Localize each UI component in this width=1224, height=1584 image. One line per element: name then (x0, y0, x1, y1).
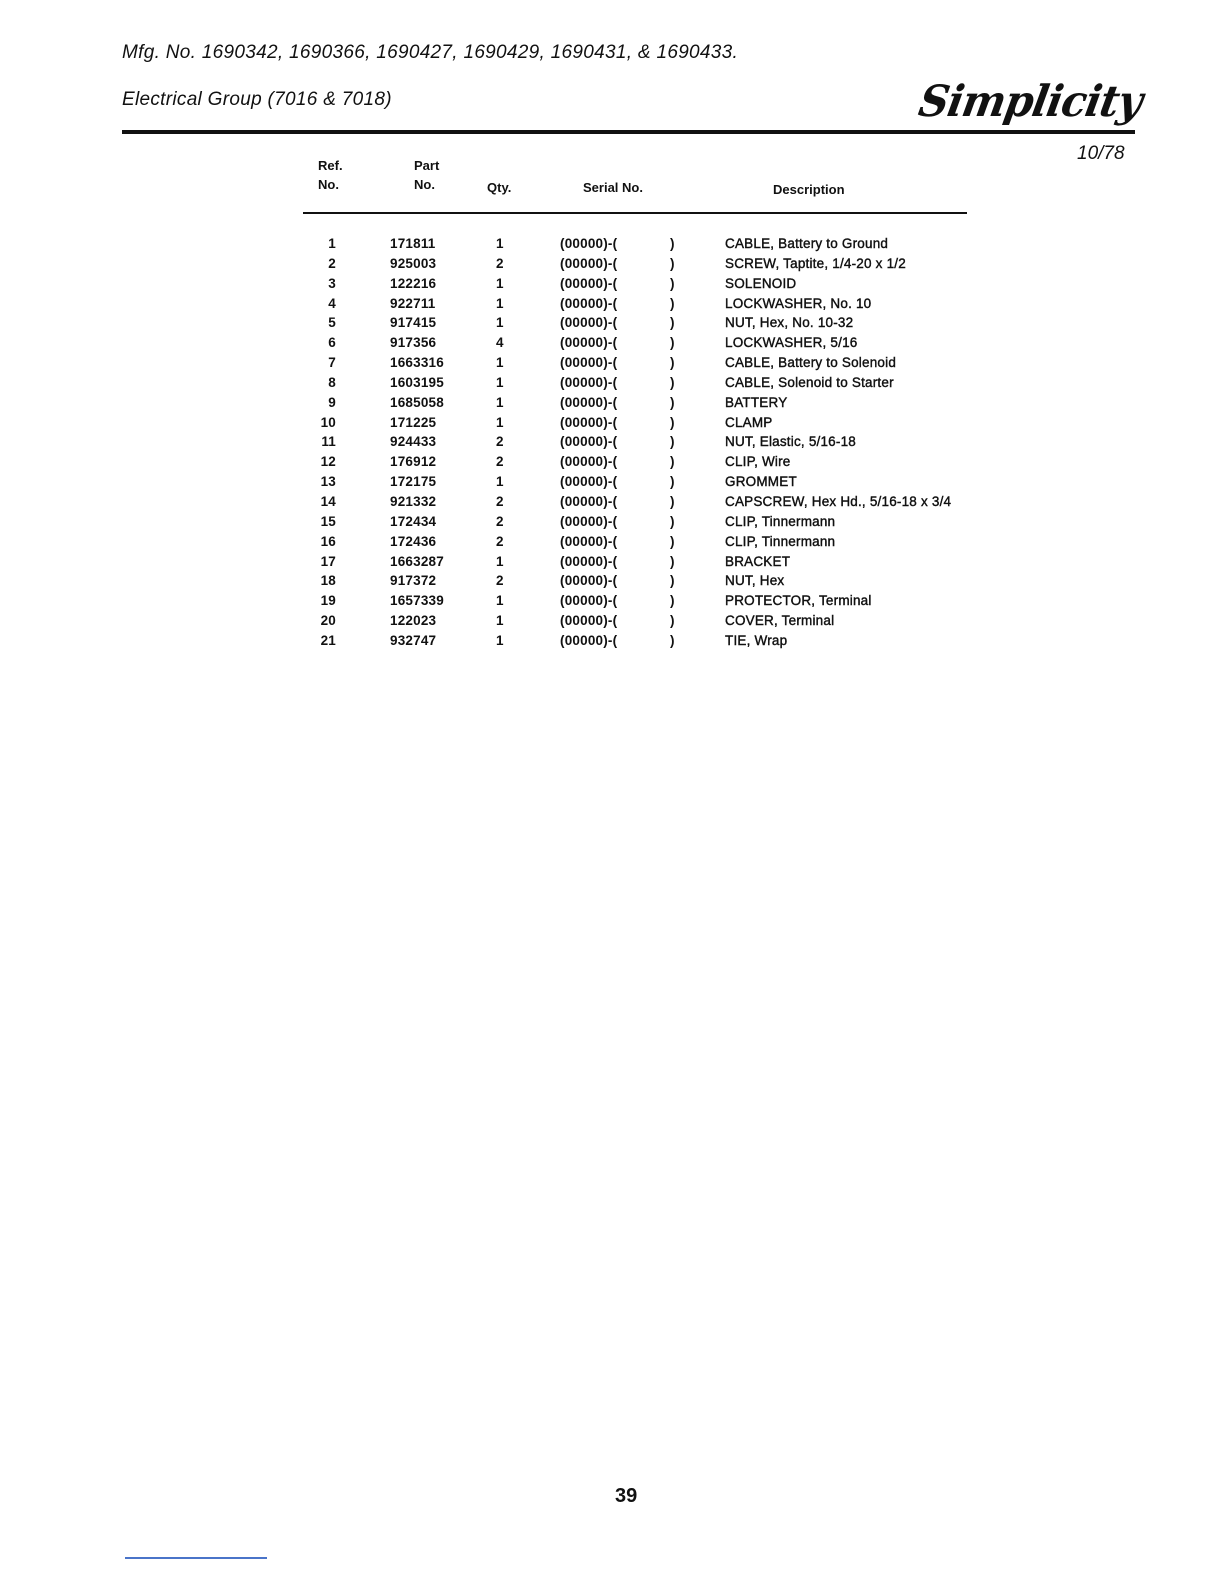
serial-number: (00000)-( (560, 553, 618, 569)
quantity: 2 (496, 513, 504, 529)
quantity: 2 (496, 533, 504, 549)
table-row (0, 415, 1224, 435)
table-row (0, 454, 1224, 474)
part-number: 917372 (390, 573, 437, 589)
part-number: 122023 (390, 613, 437, 629)
serial-number: (00000)-( (560, 414, 618, 430)
serial-number: (00000)-( (560, 493, 618, 509)
table-row (0, 534, 1224, 554)
serial-number: (00000)-( (560, 394, 618, 410)
serial-close: ) (670, 513, 675, 529)
header-ref (318, 156, 343, 194)
description: CABLE, Battery to Ground (725, 236, 889, 251)
part-number: 925003 (390, 255, 437, 271)
description: PROTECTOR, Terminal (725, 593, 872, 609)
quantity: 1 (496, 632, 504, 648)
ref-number: 8 (328, 374, 336, 390)
header-serial: Serial No. (583, 180, 643, 195)
serial-number: (00000)-( (560, 275, 618, 291)
part-number: 924433 (390, 434, 437, 450)
description: CAPSCREW, Hex Hd., 5/16-18 x 3/4 (725, 493, 952, 509)
brand-logo: Simplicity (915, 76, 1146, 127)
table-row (0, 474, 1224, 494)
serial-close: ) (670, 414, 675, 430)
description: GROMMET (725, 474, 797, 490)
group-title: Electrical Group (7016 & 7018) (122, 89, 392, 110)
ref-number: 21 (320, 632, 336, 648)
description: CLIP, Tinnermann (725, 533, 836, 549)
description: NUT, Elastic, 5/16-18 (725, 434, 856, 450)
ref-number: 7 (328, 355, 336, 371)
header-qty: Qty. (487, 180, 512, 195)
serial-number: (00000)-( (560, 236, 618, 251)
mfg-numbers: Mfg. No. 1690342, 1690366, 1690427, 1690429, 1690431, & 1690433. (122, 42, 739, 63)
serial-close: ) (670, 255, 675, 271)
serial-close: ) (670, 593, 675, 609)
serial-close: ) (670, 434, 675, 450)
part-number: 172434 (390, 513, 437, 529)
quantity: 2 (496, 454, 504, 470)
serial-close: ) (670, 275, 675, 291)
part-number: 922711 (390, 295, 436, 311)
quantity: 1 (496, 315, 504, 331)
description: SOLENOID (725, 275, 797, 291)
table-row (0, 633, 1224, 653)
table-row (0, 613, 1224, 633)
serial-number: (00000)-( (560, 632, 618, 648)
table-row (0, 494, 1224, 514)
serial-number: (00000)-( (560, 434, 618, 450)
part-number: 1603195 (390, 374, 444, 390)
description: CLIP, Tinnermann (725, 513, 836, 529)
description: CLIP, Wire (725, 454, 791, 470)
description: NUT, Hex (725, 573, 785, 589)
description: CLAMP (725, 414, 773, 430)
serial-close: ) (670, 394, 675, 410)
header-ref-line1: Ref. (318, 158, 343, 173)
serial-close: ) (670, 613, 675, 629)
quantity: 1 (496, 394, 504, 410)
ref-number: 1 (328, 236, 336, 251)
table-row (0, 256, 1224, 276)
serial-number: (00000)-( (560, 335, 618, 351)
table-row (0, 514, 1224, 534)
table-row (0, 236, 1224, 256)
table-row (0, 296, 1224, 316)
part-number: 1663316 (390, 355, 444, 371)
quantity: 4 (496, 335, 504, 351)
table-row (0, 335, 1224, 355)
serial-close: ) (670, 374, 675, 390)
serial-number: (00000)-( (560, 454, 618, 470)
ref-number: 16 (320, 533, 336, 549)
serial-number: (00000)-( (560, 573, 618, 589)
ref-number: 20 (320, 613, 336, 629)
description: BATTERY (725, 394, 788, 410)
serial-number: (00000)-( (560, 474, 618, 490)
ref-number: 18 (320, 573, 336, 589)
serial-close: ) (670, 454, 675, 470)
serial-close: ) (670, 315, 675, 331)
quantity: 1 (496, 236, 504, 251)
ref-number: 4 (328, 295, 336, 311)
table-row (0, 593, 1224, 613)
ref-number: 13 (320, 474, 336, 490)
part-number: 171225 (390, 414, 437, 430)
quantity: 1 (496, 593, 504, 609)
serial-close: ) (670, 533, 675, 549)
quantity: 1 (496, 355, 504, 371)
part-number: 172436 (390, 533, 437, 549)
header-part-line2: No. (414, 177, 435, 192)
ref-number: 12 (320, 454, 336, 470)
description: BRACKET (725, 553, 791, 569)
serial-close: ) (670, 573, 675, 589)
revision-date: 10/78 (1077, 143, 1125, 164)
header-part (414, 156, 439, 194)
part-number: 122216 (390, 275, 437, 291)
description: TIE, Wrap (725, 632, 788, 648)
description: SCREW, Taptite, 1/4-20 x 1/2 (725, 255, 906, 271)
quantity: 1 (496, 553, 504, 569)
ref-number: 17 (320, 553, 336, 569)
quantity: 1 (496, 474, 504, 490)
table-row (0, 315, 1224, 335)
table-row (0, 573, 1224, 593)
footer-underline (125, 1557, 267, 1559)
part-number: 172175 (390, 474, 437, 490)
table-row (0, 395, 1224, 415)
parts-table (0, 236, 1224, 653)
serial-close: ) (670, 295, 675, 311)
table-header-divider (303, 212, 967, 214)
table-row (0, 355, 1224, 375)
ref-number: 6 (328, 335, 336, 351)
quantity: 1 (496, 414, 504, 430)
part-number: 1685058 (390, 394, 444, 410)
serial-close: ) (670, 493, 675, 509)
serial-number: (00000)-( (560, 593, 618, 609)
part-number: 1663287 (390, 553, 444, 569)
quantity: 2 (496, 573, 504, 589)
serial-number: (00000)-( (560, 513, 618, 529)
serial-close: ) (670, 553, 675, 569)
serial-close: ) (670, 236, 675, 251)
quantity: 1 (496, 613, 504, 629)
header-divider (122, 130, 1135, 134)
ref-number: 10 (320, 414, 336, 430)
description: LOCKWASHER, 5/16 (725, 335, 858, 351)
ref-number: 9 (328, 394, 336, 410)
page-number: 39 (615, 1485, 638, 1507)
header-part-line1: Part (414, 158, 440, 173)
serial-number: (00000)-( (560, 295, 618, 311)
header-description: Description (773, 182, 845, 197)
table-row (0, 375, 1224, 395)
serial-number: (00000)-( (560, 355, 618, 371)
description: LOCKWASHER, No. 10 (725, 295, 872, 311)
description: NUT, Hex, No. 10-32 (725, 315, 854, 331)
serial-number: (00000)-( (560, 255, 618, 271)
quantity: 1 (496, 275, 504, 291)
serial-close: ) (670, 632, 675, 648)
serial-number: (00000)-( (560, 374, 618, 390)
quantity: 1 (496, 295, 504, 311)
description: CABLE, Battery to Solenoid (725, 355, 897, 371)
part-number: 921332 (390, 493, 437, 509)
ref-number: 15 (320, 513, 336, 529)
quantity: 1 (496, 374, 504, 390)
description: COVER, Terminal (725, 613, 835, 629)
quantity: 2 (496, 255, 504, 271)
serial-close: ) (670, 355, 675, 371)
table-row (0, 276, 1224, 296)
ref-number: 11 (321, 434, 336, 450)
ref-number: 5 (328, 315, 336, 331)
part-number: 932747 (390, 632, 437, 648)
ref-number: 19 (320, 593, 336, 609)
serial-number: (00000)-( (560, 613, 618, 629)
quantity: 2 (496, 493, 504, 509)
ref-number: 14 (320, 493, 336, 509)
part-number: 171811 (390, 236, 436, 251)
ref-number: 2 (328, 255, 336, 271)
serial-close: ) (670, 335, 675, 351)
table-row (0, 554, 1224, 574)
table-row (0, 434, 1224, 454)
ref-number: 3 (328, 275, 336, 291)
serial-close: ) (670, 474, 675, 490)
header-ref-line2: No. (318, 177, 339, 192)
description: CABLE, Solenoid to Starter (725, 374, 894, 390)
quantity: 2 (496, 434, 504, 450)
part-number: 917356 (390, 335, 437, 351)
part-number: 176912 (390, 454, 437, 470)
serial-number: (00000)-( (560, 533, 618, 549)
part-number: 917415 (390, 315, 437, 331)
part-number: 1657339 (390, 593, 444, 609)
serial-number: (00000)-( (560, 315, 618, 331)
